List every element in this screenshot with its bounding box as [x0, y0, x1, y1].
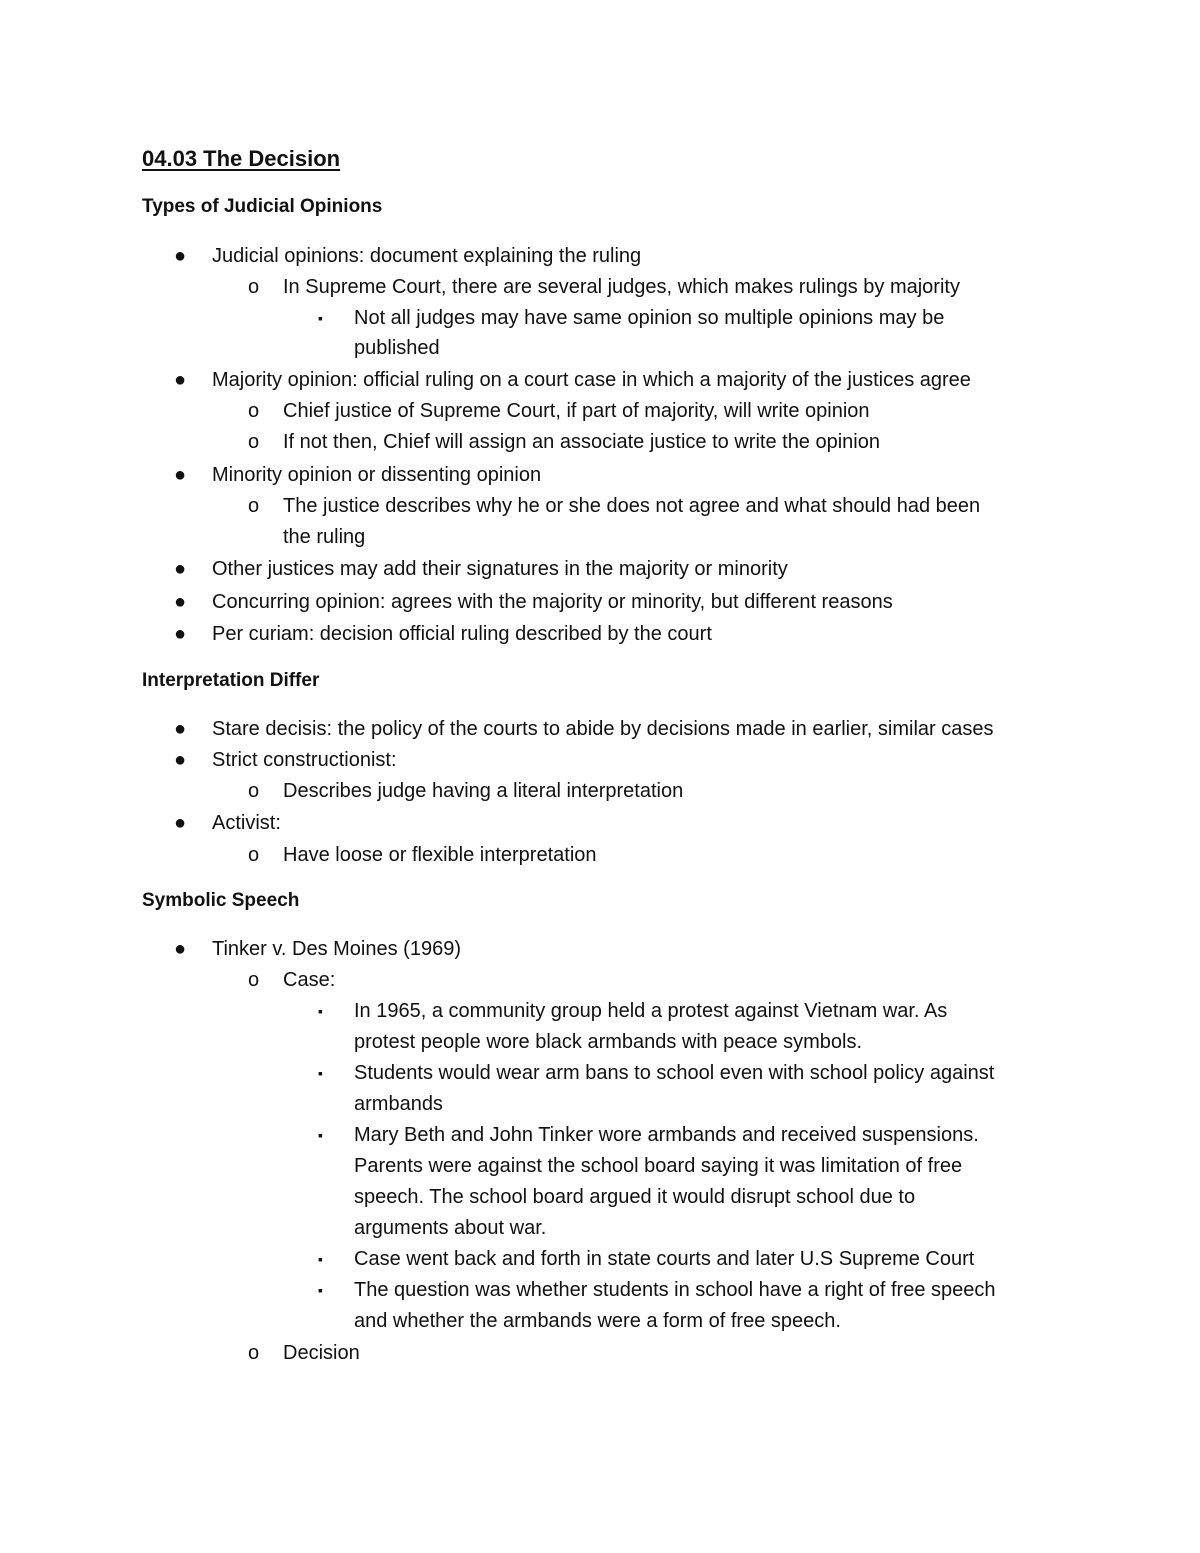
bullet-square: ▪ [318, 1127, 323, 1143]
bullet-disc: ● [174, 938, 187, 960]
list-item: Not all judges may have same opinion so multiple opinions may be [354, 307, 945, 329]
bullet-disc: ● [174, 245, 187, 267]
bullet-disc: ● [174, 718, 187, 740]
list-item-continuation: armbands [354, 1093, 443, 1115]
list-item-continuation: the ruling [283, 526, 366, 548]
list-item-continuation: speech. The school board argued it would disrupt school due to [354, 1186, 916, 1208]
list-item: Describes judge having a literal interpretation [283, 780, 684, 802]
bullet-disc: ● [174, 369, 187, 391]
list-item: Stare decisis: the policy of the courts to abide by decisions made in earlier, similar cases [212, 718, 994, 740]
list-item: Strict constructionist: [212, 749, 397, 771]
list-item-continuation: Parents were against the school board saying it was limitation of free [354, 1155, 963, 1177]
section-heading: Interpretation Differ [142, 670, 320, 691]
section-heading: Types of Judicial Opinions [142, 196, 383, 217]
bullet-square: ▪ [318, 1065, 323, 1081]
bullet-square: ▪ [318, 1282, 323, 1298]
bullet-disc: ● [174, 591, 187, 613]
bullet-square: ▪ [318, 1251, 323, 1267]
page-title: 04.03 The Decision [142, 146, 341, 171]
list-item: If not then, Chief will assign an associate justice to write the opinion [283, 431, 880, 453]
list-item-continuation: and whether the armbands were a form of free speech. [354, 1310, 841, 1332]
list-item: Case: [283, 969, 336, 991]
bullet-disc: ● [174, 558, 187, 580]
section-heading: Symbolic Speech [142, 890, 300, 911]
list-item: Majority opinion: official ruling on a court case in which a majority of the justices agree [212, 369, 971, 391]
list-item: Minority opinion or dissenting opinion [212, 464, 542, 486]
list-item: The justice describes why he or she does not agree and what should had been [283, 495, 981, 517]
bullet-circle: o [248, 495, 260, 517]
bullet-disc: ● [174, 623, 187, 645]
bullet-circle: o [248, 969, 260, 991]
bullet-circle: o [248, 400, 260, 422]
list-item: Decision [283, 1342, 360, 1364]
list-item-continuation: protest people wore black armbands with peace symbols. [354, 1031, 863, 1053]
list-item: In 1965, a community group held a protest against Vietnam war. As [354, 1000, 948, 1022]
bullet-square: ▪ [318, 1003, 323, 1019]
bullet-circle: o [248, 276, 260, 298]
list-item: The question was whether students in school have a right of free speech [354, 1279, 996, 1301]
bullet-circle: o [248, 1342, 260, 1364]
list-item: Case went back and forth in state courts and later U.S Supreme Court [354, 1248, 975, 1270]
list-item: Judicial opinions: document explaining the ruling [212, 245, 642, 267]
list-item: In Supreme Court, there are several judges, which makes rulings by majority [283, 276, 960, 298]
bullet-disc: ● [174, 749, 187, 771]
bullet-disc: ● [174, 812, 187, 834]
list-item: Mary Beth and John Tinker wore armbands and received suspensions. [354, 1124, 979, 1146]
bullet-circle: o [248, 431, 260, 453]
bullet-square: ▪ [318, 310, 323, 326]
list-item: Have loose or flexible interpretation [283, 844, 597, 866]
bullet-circle: o [248, 780, 260, 802]
list-item: Students would wear arm bans to school even with school policy against [354, 1062, 995, 1084]
list-item: Tinker v. Des Moines (1969) [212, 938, 461, 960]
list-item-continuation: published [354, 337, 440, 359]
list-item: Per curiam: decision official ruling described by the court [212, 623, 712, 645]
bullet-disc: ● [174, 464, 187, 486]
list-item: Chief justice of Supreme Court, if part of majority, will write opinion [283, 400, 870, 422]
list-item-continuation: arguments about war. [354, 1217, 547, 1239]
list-item: Concurring opinion: agrees with the majority or minority, but different reasons [212, 591, 893, 613]
bullet-circle: o [248, 844, 260, 866]
list-item: Activist: [212, 812, 281, 834]
list-item: Other justices may add their signatures in the majority or minority [212, 558, 788, 580]
